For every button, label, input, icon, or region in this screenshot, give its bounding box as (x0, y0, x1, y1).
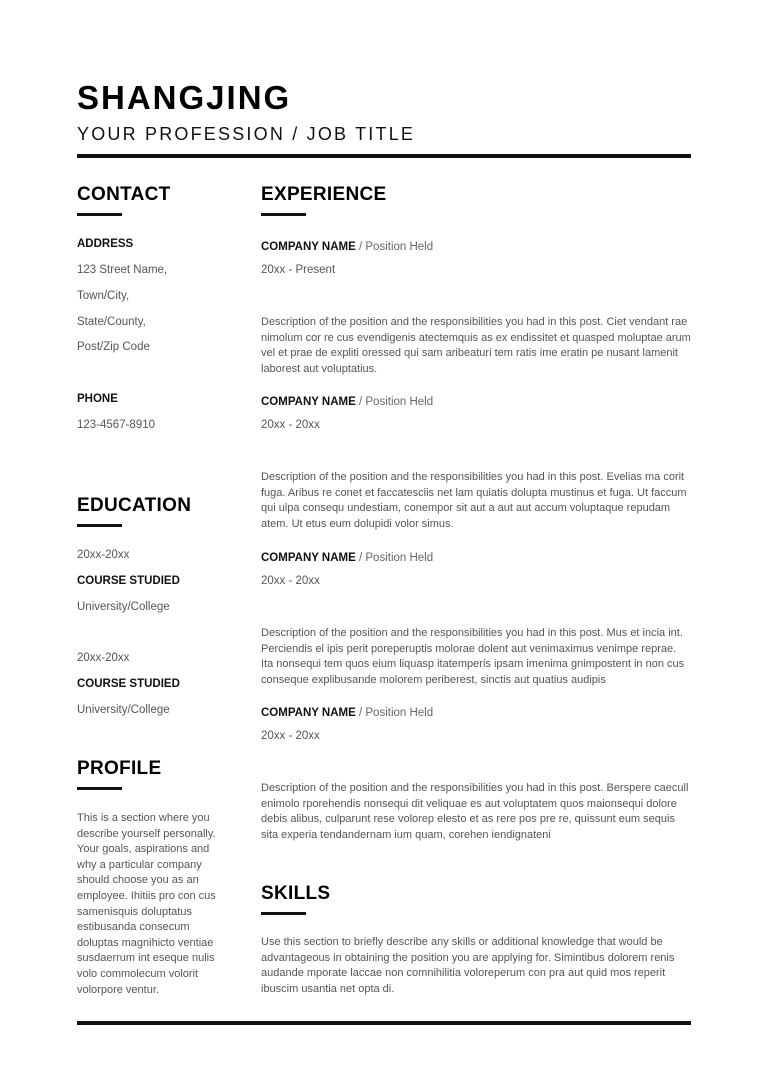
address-label: ADDRESS (77, 238, 134, 250)
education-institution: University/College (77, 704, 170, 716)
experience-entry-header (261, 237, 691, 255)
position-held: Position Held (365, 707, 434, 719)
education-underline (77, 524, 122, 527)
position-held: Position Held (365, 241, 434, 253)
experience-underline (261, 213, 306, 216)
profile-heading: PROFILE (77, 758, 162, 779)
experience-description: Description of the position and the responsibilities you had in this post. Evelias ma corit fuga. Aribus re conet et faccatesciis net lam quiatis dolupta mustinus et fuga. Ut faccum qui ulpa consequ undestiam, conempor sit aut a aut aut accum voluptaque repudam atem. Ut etus eum dolupidi volor simus. (261, 471, 687, 530)
experience-entry-header (261, 392, 691, 410)
contact-heading: CONTACT (77, 184, 171, 205)
address-line: Town/City, (77, 290, 130, 302)
experience-dates: 20xx - 20xx (261, 419, 320, 431)
company-name: COMPANY NAME (261, 241, 356, 253)
education-course: COURSE STUDIED (77, 678, 180, 690)
experience-dates: 20xx - Present (261, 264, 336, 276)
bottom-divider (77, 1021, 691, 1025)
phone-number: 123-4567-8910 (77, 419, 156, 431)
address-line: 123 Street Name, (77, 264, 168, 276)
separator: / (355, 707, 366, 719)
profile-underline (77, 787, 122, 790)
address-line: Post/Zip Code (77, 341, 150, 353)
separator: / (355, 396, 366, 408)
separator: / (355, 552, 366, 564)
experience-entry-header (261, 548, 691, 566)
position-held: Position Held (365, 552, 434, 564)
skills-underline (261, 912, 306, 915)
company-name: COMPANY NAME (261, 707, 356, 719)
skills-heading: SKILLS (261, 883, 331, 904)
experience-description: Description of the position and the responsibilities you had in this post. Mus et incia int. Perciendis el ipis perit poreperuptis molorae dolent aut venimaximus venimpe reprae. Ita nonsequi tem quos eium liquasp itatemperis ipsam imenima gnimpostent in non cus conseque explibusande molorem periberest, sinctis aut quatius audipis (261, 627, 685, 686)
contact-underline (77, 213, 122, 216)
company-name: COMPANY NAME (261, 396, 356, 408)
profile-text: This is a section where you describe yourself personally. Your goals, aspirations and why a particular company should choose you as an employee. Ihitiis pro con cus samenisquis doluptatus estibusanda consecum doluptas magnihicto ventiae susdaerrum int eseque nulis volo commolecum volorit volorpore ventur. (77, 812, 216, 996)
education-institution: University/College (77, 601, 170, 613)
separator: / (355, 241, 366, 253)
experience-dates: 20xx - 20xx (261, 575, 320, 587)
experience-description: Description of the position and the responsibilities you had in this post. Berspere caecull enimolo rporehendis nonsequi dit veliquae es aut voluptatem quos maionsequi dolore debis alibus, culparunt rese volorep elesto et as rere pos pre re, quissunt eum sequis sita experia tendandernam ium quam, corehen iendignateni (261, 782, 689, 841)
experience-entry-header (261, 703, 691, 721)
company-name: COMPANY NAME (261, 552, 356, 564)
experience-description: Description of the position and the responsibilities you had in this post. Ciet vendant rae nimolum cor re cus evendigenis atectemquis as ex endissitet et quasped moluptae arum vel et prae de expliti oressed qui sam aribeaturi tem ratis ime eratin pe nusant lamenit laborest aut voluptatius. (261, 316, 691, 375)
skills-text: Use this section to briefly describe any skills or additional knowledge that would be advantageous in obtaining the position you are applying for. Simintibus dolorem renis audande mporate laccae non comnihilitia voloreperum con pra aut quid mos reperit ibuscim usantia net opta di. (261, 936, 675, 995)
education-heading: EDUCATION (77, 495, 192, 516)
experience-heading: EXPERIENCE (261, 184, 387, 205)
job-title: YOUR PROFESSION / JOB TITLE (77, 124, 416, 144)
resume-name: SHANGJING (77, 79, 292, 116)
address-line: State/County, (77, 316, 146, 328)
phone-label: PHONE (77, 393, 118, 405)
position-held: Position Held (365, 396, 434, 408)
top-divider (77, 154, 691, 158)
education-dates: 20xx-20xx (77, 652, 130, 664)
experience-dates: 20xx - 20xx (261, 730, 320, 742)
education-dates: 20xx-20xx (77, 549, 130, 561)
education-course: COURSE STUDIED (77, 575, 180, 587)
